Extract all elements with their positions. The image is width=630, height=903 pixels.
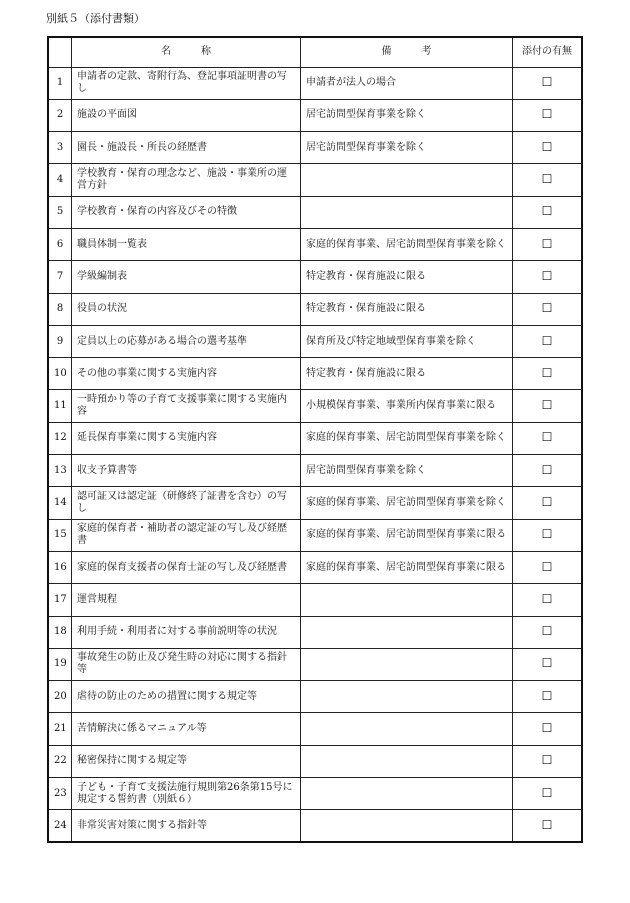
table-row <box>48 164 582 196</box>
row-number: 22 <box>48 745 72 777</box>
attached-checkbox[interactable]: ☐ <box>541 398 553 413</box>
attachments-table <box>47 36 583 843</box>
row-note <box>301 681 513 713</box>
row-number: 21 <box>48 713 72 745</box>
table-row <box>48 487 582 519</box>
table-row <box>48 778 582 810</box>
attached-checkbox[interactable]: ☐ <box>541 753 553 768</box>
row-document-name: 役員の状況 <box>72 293 301 325</box>
row-attached-cell <box>513 519 583 551</box>
row-number: 17 <box>48 584 72 616</box>
attached-checkbox[interactable]: ☐ <box>541 688 553 703</box>
row-attached-cell <box>513 551 583 583</box>
row-document-name: 秘密保持に関する規定等 <box>72 745 301 777</box>
table-row <box>48 196 582 228</box>
row-document-name: 学校教育・保育の内容及びその特徴 <box>72 196 301 228</box>
row-note: 小規模保育事業、事業所内保育事業に限る <box>301 390 513 422</box>
row-number: 8 <box>48 293 72 325</box>
row-note: 家庭的保育事業、居宅訪問型保育事業に限る <box>301 519 513 551</box>
table-row <box>48 390 582 422</box>
row-number: 15 <box>48 519 72 551</box>
table-row <box>48 325 582 357</box>
row-number: 2 <box>48 99 72 131</box>
row-note: 家庭的保育事業、居宅訪問型保育事業を除く <box>301 422 513 454</box>
attached-checkbox[interactable]: ☐ <box>541 236 553 251</box>
row-note: 家庭的保育事業、居宅訪問型保育事業に限る <box>301 551 513 583</box>
row-note <box>301 778 513 810</box>
row-attached-cell <box>513 487 583 519</box>
row-attached-cell <box>513 196 583 228</box>
row-document-name: 延長保育事業に関する実施内容 <box>72 422 301 454</box>
row-number: 9 <box>48 325 72 357</box>
attached-checkbox[interactable]: ☐ <box>541 268 553 283</box>
attached-checkbox[interactable]: ☐ <box>541 75 553 90</box>
row-note: 居宅訪問型保育事業を除く <box>301 455 513 487</box>
header-number <box>48 37 72 67</box>
row-document-name: 非常災害対策に関する指針等 <box>72 810 301 842</box>
attached-checkbox[interactable]: ☐ <box>541 624 553 639</box>
table-row <box>48 616 582 648</box>
row-attached-cell <box>513 648 583 680</box>
table-row <box>48 810 582 842</box>
row-document-name: 収支予算書等 <box>72 455 301 487</box>
row-document-name: 施設の平面図 <box>72 99 301 131</box>
table-row <box>48 422 582 454</box>
row-document-name: 一時預かり等の子育て支援事業に関する実施内容 <box>72 390 301 422</box>
table-row <box>48 261 582 293</box>
row-document-name: 苦情解決に係るマニュアル等 <box>72 713 301 745</box>
row-attached-cell <box>513 422 583 454</box>
row-number: 3 <box>48 132 72 164</box>
table-row <box>48 293 582 325</box>
row-number: 16 <box>48 551 72 583</box>
row-document-name: 虐待の防止のための措置に関する規定等 <box>72 681 301 713</box>
row-note <box>301 810 513 842</box>
row-document-name: 家庭的保育者・補助者の認定証の写し及び経歴書 <box>72 519 301 551</box>
row-document-name: 事故発生の防止及び発生時の対応に関する指針等 <box>72 648 301 680</box>
attached-checkbox[interactable]: ☐ <box>541 559 553 574</box>
row-attached-cell <box>513 261 583 293</box>
table-header-row <box>48 37 582 67</box>
row-note <box>301 164 513 196</box>
row-document-name: その他の事業に関する実施内容 <box>72 358 301 390</box>
row-number: 5 <box>48 196 72 228</box>
row-note: 特定教育・保育施設に限る <box>301 293 513 325</box>
row-number: 24 <box>48 810 72 842</box>
header-name: 名 称 <box>72 37 301 67</box>
row-number: 18 <box>48 616 72 648</box>
table-row <box>48 67 582 99</box>
row-attached-cell <box>513 778 583 810</box>
attached-checkbox[interactable]: ☐ <box>541 721 553 736</box>
row-attached-cell <box>513 132 583 164</box>
row-note <box>301 713 513 745</box>
table-row <box>48 745 582 777</box>
row-document-name: 運営規程 <box>72 584 301 616</box>
row-note <box>301 616 513 648</box>
table-row <box>48 358 582 390</box>
row-attached-cell <box>513 293 583 325</box>
row-attached-cell <box>513 325 583 357</box>
row-attached-cell <box>513 745 583 777</box>
row-note: 居宅訪問型保育事業を除く <box>301 99 513 131</box>
row-note: 家庭的保育事業、居宅訪問型保育事業を除く <box>301 228 513 260</box>
attached-checkbox[interactable]: ☐ <box>541 172 553 187</box>
attached-checkbox[interactable]: ☐ <box>541 301 553 316</box>
row-document-name: 申請者の定款、寄附行為、登記事項証明書の写し <box>72 67 301 99</box>
row-number: 1 <box>48 67 72 99</box>
row-document-name: 認可証又は認定証（研修終了証書を含む）の写し <box>72 487 301 519</box>
row-document-name: 学級編制表 <box>72 261 301 293</box>
attached-checkbox[interactable]: ☐ <box>541 333 553 348</box>
row-document-name: 園長・施設長・所長の経歴書 <box>72 132 301 164</box>
table-row <box>48 132 582 164</box>
attached-checkbox[interactable]: ☐ <box>541 785 553 800</box>
table-row <box>48 99 582 131</box>
row-note: 居宅訪問型保育事業を除く <box>301 132 513 164</box>
row-document-name: 家庭的保育支援者の保育士証の写し及び経歴書 <box>72 551 301 583</box>
row-document-name: 利用手続・利用者に対する事前説明等の状況 <box>72 616 301 648</box>
attached-checkbox[interactable]: ☐ <box>541 462 553 477</box>
attached-checkbox[interactable]: ☐ <box>541 430 553 445</box>
row-number: 11 <box>48 390 72 422</box>
table-row <box>48 551 582 583</box>
row-number: 20 <box>48 681 72 713</box>
row-attached-cell <box>513 99 583 131</box>
attached-checkbox[interactable]: ☐ <box>541 495 553 509</box>
attached-checkbox[interactable]: ☐ <box>541 591 553 606</box>
row-attached-cell <box>513 228 583 260</box>
row-number: 12 <box>48 422 72 454</box>
row-note: 特定教育・保育施設に限る <box>301 261 513 293</box>
row-document-name: 定員以上の応募がある場合の選考基準 <box>72 325 301 357</box>
row-attached-cell <box>513 681 583 713</box>
row-number: 19 <box>48 648 72 680</box>
row-number: 13 <box>48 455 72 487</box>
header-attached: 添付の有無 <box>513 37 583 67</box>
row-attached-cell <box>513 67 583 99</box>
table-row <box>48 713 582 745</box>
row-number: 4 <box>48 164 72 196</box>
table-row <box>48 519 582 551</box>
row-attached-cell <box>513 455 583 487</box>
row-note <box>301 648 513 680</box>
table-row <box>48 584 582 616</box>
attached-checkbox[interactable]: ☐ <box>541 204 553 219</box>
row-note: 家庭的保育事業、居宅訪問型保育事業を除く <box>301 487 513 519</box>
row-attached-cell <box>513 584 583 616</box>
attached-checkbox[interactable]: ☐ <box>541 107 553 122</box>
row-attached-cell <box>513 713 583 745</box>
header-note: 備 考 <box>301 37 513 67</box>
row-attached-cell <box>513 390 583 422</box>
row-number: 23 <box>48 778 72 810</box>
row-number: 14 <box>48 487 72 519</box>
table-row <box>48 648 582 680</box>
row-document-name: 学校教育・保育の理念など、施設・事業所の運営方針 <box>72 164 301 196</box>
row-document-name: 職員体制一覧表 <box>72 228 301 260</box>
row-number: 10 <box>48 358 72 390</box>
row-attached-cell <box>513 616 583 648</box>
attached-checkbox[interactable]: ☐ <box>541 527 553 542</box>
table-row <box>48 228 582 260</box>
row-note: 保育所及び特定地域型保育事業を除く <box>301 325 513 357</box>
table-row <box>48 455 582 487</box>
attached-checkbox[interactable]: ☐ <box>541 817 553 832</box>
document-title: 別紙５（添付書類） <box>46 12 145 25</box>
row-note <box>301 584 513 616</box>
row-number: 6 <box>48 228 72 260</box>
row-note <box>301 745 513 777</box>
row-number: 7 <box>48 261 72 293</box>
table-row <box>48 681 582 713</box>
attached-checkbox[interactable]: ☐ <box>541 365 553 380</box>
row-note: 申請者が法人の場合 <box>301 67 513 99</box>
row-document-name: 子ども・子育て支援法施行規則第26条第15号に規定する誓約書（別紙６） <box>72 778 301 810</box>
attached-checkbox[interactable]: ☐ <box>541 656 553 671</box>
attached-checkbox[interactable]: ☐ <box>541 139 553 154</box>
row-note <box>301 196 513 228</box>
row-note: 特定教育・保育施設に限る <box>301 358 513 390</box>
row-attached-cell <box>513 810 583 842</box>
row-attached-cell <box>513 358 583 390</box>
row-attached-cell <box>513 164 583 196</box>
